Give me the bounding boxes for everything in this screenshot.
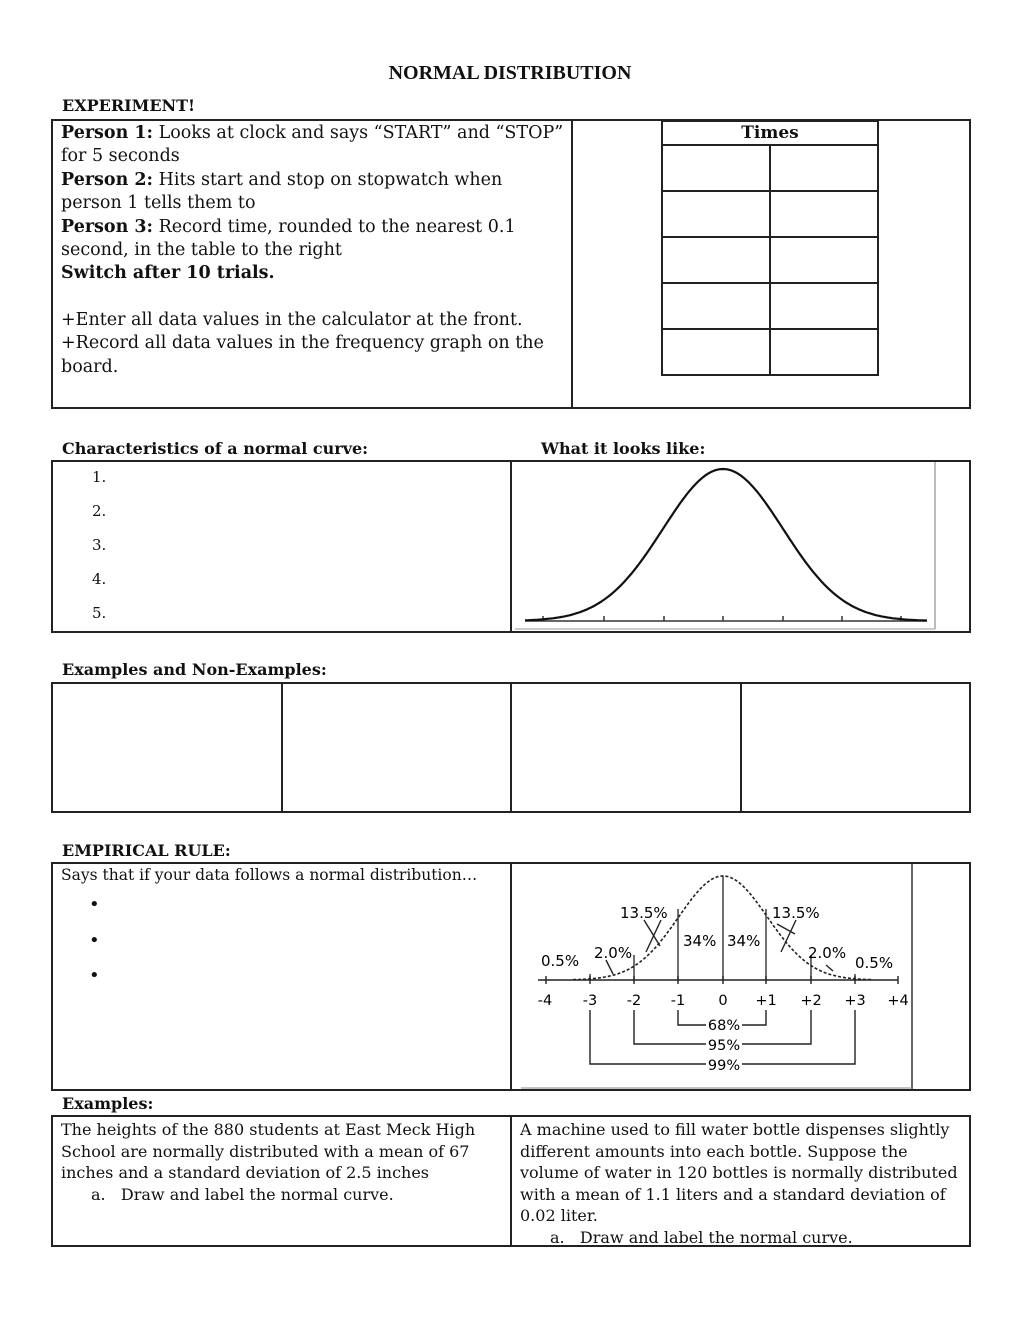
label-0-5-left: 0.5% <box>541 952 580 970</box>
range-99-label: 99% <box>707 1058 741 1074</box>
time-cell[interactable] <box>662 283 770 329</box>
examples-box <box>51 1115 971 1247</box>
example-right-item-text: Draw and label the normal curve. <box>579 1227 853 1247</box>
examples-non-box <box>51 682 971 813</box>
example-left-item-label: a. <box>91 1184 106 1204</box>
characteristic-item-1: 1. <box>92 468 107 486</box>
switch-text: Switch after 10 trials. <box>61 263 275 284</box>
person3-text: Record time, rounded to the nearest 0.1 second, in the table to the right <box>61 216 516 261</box>
experiment-divider <box>571 121 573 407</box>
table-row <box>662 329 878 375</box>
experiment-box <box>51 119 971 409</box>
empirical-bullet-2: • <box>89 930 100 951</box>
example-left-text: The heights of the 880 students at East Meck High School are normally distributed with a mean of 67 inches and a standard deviation of 2.5 inches <box>61 1120 476 1182</box>
person1-label: Person 1: <box>61 123 154 143</box>
sd-lines <box>590 876 855 979</box>
time-cell[interactable] <box>770 191 878 237</box>
table-row <box>662 145 878 191</box>
experiment-heading: EXPERIMENT! <box>62 96 196 115</box>
label-2-left: 2.0% <box>594 944 633 962</box>
time-cell[interactable] <box>662 237 770 283</box>
characteristic-item-5: 5. <box>92 604 107 622</box>
time-cell[interactable] <box>770 237 878 283</box>
empirical-bullet-1: • <box>89 894 100 915</box>
record-text: +Record all data values in the frequency graph on the board. <box>61 333 544 377</box>
person1-text: Looks at clock and says “START” and “STOP” for 5 seconds <box>61 123 564 167</box>
tick-label: -1 <box>670 993 686 1009</box>
example-right <box>520 1119 965 1248</box>
empirical-rule-diagram <box>513 864 917 1090</box>
times-table <box>661 120 879 376</box>
normal-curve-image <box>513 462 937 631</box>
tick-label: -2 <box>626 993 642 1009</box>
empirical-bullet-3: • <box>89 965 100 986</box>
empirical-box <box>51 862 971 1091</box>
characteristics-box <box>51 460 971 633</box>
tick-label: -4 <box>537 993 553 1009</box>
characteristic-item-4: 4. <box>92 570 107 588</box>
label-34-left: 34% <box>683 932 717 950</box>
tick-label: 0 <box>718 993 728 1009</box>
time-cell[interactable] <box>770 329 878 375</box>
times-header: Times <box>662 121 878 145</box>
range-68-label: 68% <box>707 1018 741 1034</box>
table-row <box>662 191 878 237</box>
empirical-divider <box>510 864 512 1089</box>
tick-label: +4 <box>887 993 909 1009</box>
range-95-label: 95% <box>707 1038 741 1054</box>
page-title: NORMAL DISTRIBUTION <box>388 62 632 84</box>
empirical-heading: EMPIRICAL RULE: <box>62 841 231 860</box>
time-cell[interactable] <box>662 191 770 237</box>
tick-label: -3 <box>582 993 598 1009</box>
example-divider <box>281 684 283 811</box>
table-row <box>662 237 878 283</box>
example-divider <box>510 684 512 811</box>
characteristics-divider <box>510 462 512 631</box>
example-right-text: A machine used to fill water bottle dispenses slightly different amounts into each bottle. Suppose the volume of water in 120 bottles is normally distributed with a mean of 1.1 liters and a standard deviation of 0.02 liter. <box>520 1120 958 1225</box>
examples-non-heading: Examples and Non-Examples: <box>62 660 327 679</box>
time-cell[interactable] <box>770 145 878 191</box>
pointer-lines <box>606 920 833 974</box>
table-row <box>662 283 878 329</box>
characteristics-heading: Characteristics of a normal curve: <box>62 439 369 458</box>
time-cell[interactable] <box>662 329 770 375</box>
example-left-item-text: Draw and label the normal curve. <box>120 1184 394 1204</box>
characteristic-item-3: 3. <box>92 536 107 554</box>
examples-divider <box>510 1117 512 1245</box>
tick-label: +2 <box>800 993 822 1009</box>
examples-heading: Examples: <box>62 1094 154 1113</box>
tick-label: +1 <box>755 993 777 1009</box>
enter-text: +Enter all data values in the calculator at the front. <box>61 309 523 330</box>
time-cell[interactable] <box>662 145 770 191</box>
empirical-intro: Says that if your data follows a normal distribution… <box>61 866 478 884</box>
example-left <box>61 1119 496 1205</box>
characteristic-item-2: 2. <box>92 502 107 520</box>
person3-label: Person 3: <box>61 216 154 237</box>
example-right-item-label: a. <box>550 1227 565 1247</box>
experiment-instructions <box>61 122 566 379</box>
label-13-5-left: 13.5% <box>620 904 668 922</box>
tick-label: +3 <box>844 993 866 1009</box>
normal-curve <box>525 469 927 621</box>
looks-heading: What it looks like: <box>541 439 706 458</box>
person2-text: Hits start and stop on stopwatch when person 1 tells them to <box>61 169 503 214</box>
time-cell[interactable] <box>770 283 878 329</box>
label-0-5-right: 0.5% <box>855 954 894 972</box>
label-13-5-right: 13.5% <box>772 904 820 922</box>
label-34-right: 34% <box>727 932 761 950</box>
person2-label: Person 2: <box>61 169 154 190</box>
example-divider <box>740 684 742 811</box>
label-2-right: 2.0% <box>808 944 847 962</box>
